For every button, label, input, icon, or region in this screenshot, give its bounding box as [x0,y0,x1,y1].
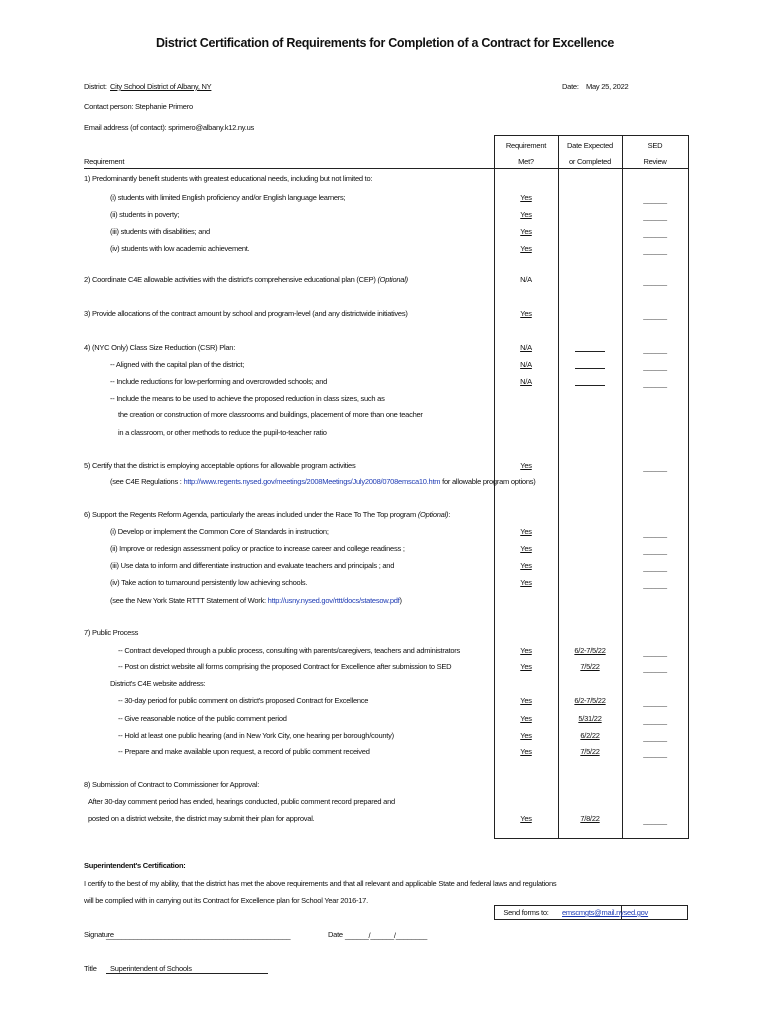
row-text: 5) Certify that the district is employing acceptable options for allowable program activities [84,461,356,470]
row-text: posted on a district website, the district may submit their plan for approval. [88,814,315,823]
table-top-border [494,135,688,136]
met-value: Yes [520,714,532,723]
review-blank: ______ [643,546,667,555]
met-value: Yes [520,696,532,705]
contact-email: Email address (of contact): sprimero@albany.k12.ny.us [84,123,254,132]
date-blank-line [575,351,605,352]
review-blank: ______ [643,345,667,354]
header-met-line2: Met? [518,157,534,166]
date-value: 6/2-7/5/22 [574,646,606,655]
met-value: Yes [520,578,532,587]
date-blank-line [575,368,605,369]
met-value: Yes [520,309,532,318]
review-blank: ______ [643,664,667,673]
header-date-line1: Date Expected [567,141,613,150]
review-blank: ______ [643,229,667,238]
review-blank: ______ [643,212,667,221]
row-text: -- Post on district website all forms comprising the proposed Contract for Excellence after submission to SED [118,662,452,671]
row-text: (i) students with limited English proficiency and/or English language learners; [110,193,346,202]
date-value: 7/5/22 [580,662,600,671]
date-value: 5/31/22 [578,714,602,723]
row-text: (see C4E Regulations : http://www.regents.nysed.gov/meetings/2008Meetings/July2008/0708emsca10.htm for allowable program options) [110,477,536,486]
review-blank: ______ [643,246,667,255]
signature-field[interactable]: _______________________________________________ [106,931,291,940]
review-blank: ______ [643,733,667,742]
title-underline [106,973,268,974]
row-text: -- Include the means to be used to achieve the proposed reduction in class sizes, such as [110,394,385,403]
row-text: 8) Submission of Contract to Commissioner for Approval: [84,780,260,789]
date-value: 6/2/22 [580,731,600,740]
header-requirement: Requirement [84,157,125,166]
review-blank: ______ [643,698,667,707]
review-blank: ______ [643,563,667,572]
row-text: -- Prepare and make available upon request, a record of public comment received [118,747,370,756]
review-blank: ______ [643,580,667,589]
review-blank: ______ [643,749,667,758]
met-value: N/A [520,275,532,284]
met-value: Yes [520,646,532,655]
header-review-line1: SED [647,141,663,150]
met-value: N/A [520,343,532,352]
review-blank: ______ [643,277,667,286]
row-text: (iii) students with disabilities; and [110,227,210,236]
header-date-line2: or Completed [568,157,612,166]
send-forms-label: Send forms to: [503,908,549,917]
certification-text-line1: I certify to the best of my ability, that the district has met the above requirements and that all relevant and applicable State and federal laws and regulations [84,879,557,888]
met-value: Yes [520,731,532,740]
signature-label: Signature [84,930,114,939]
title-value: Superintendent of Schools [110,964,192,973]
signature-date-label: Date [328,930,343,939]
column-divider [688,135,689,839]
send-forms-email-link[interactable]: emscmgts@mail.nysed.gov [562,908,649,917]
met-value: Yes [520,227,532,236]
row-text: -- Hold at least one public hearing (and in New York City, one hearing per borough/county) [118,731,394,740]
review-blank: ______ [643,648,667,657]
review-blank: ______ [643,195,667,204]
row-text: -- 30-day period for public comment on district's proposed Contract for Excellence [118,696,369,705]
row-text: -- Contract developed through a public process, consulting with parents/caregivers, teachers and administrators [118,646,461,655]
met-value: Yes [520,814,532,823]
met-value: Yes [520,662,532,671]
row-text: 1) Predominantly benefit students with greatest educational needs, including but not limited to: [84,174,373,183]
date-label: Date: [562,82,579,91]
c4e-regulations-link[interactable]: http://www.regents.nysed.gov/meetings/2008Meetings/July2008/0708emsca10.htm [183,477,441,486]
date-value: 6/2-7/5/22 [574,696,606,705]
met-value: N/A [520,377,532,386]
review-blank: ______ [643,816,667,825]
review-blank: ______ [643,463,667,472]
met-value: N/A [520,360,532,369]
row-text: 3) Provide allocations of the contract amount by school and program-level (and any districtwide initiatives) [84,309,408,318]
met-value: Yes [520,747,532,756]
row-text: (iv) students with low academic achievement. [110,244,250,253]
row-text: 4) (NYC Only) Class Size Reduction (CSR) Plan: [84,343,236,352]
district-label: District: [84,82,107,91]
row-text: 7) Public Process [84,628,139,637]
review-blank: ______ [643,716,667,725]
review-blank: ______ [643,362,667,371]
row-text: (i) Develop or implement the Common Core of Standards in instruction; [110,527,329,536]
row-text: (ii) Improve or redesign assessment policy or practice to increase career and college readiness ; [110,544,405,553]
date-value: 7/5/22 [580,747,600,756]
rttt-statement-link[interactable]: http://usny.nysed.gov/rttt/docs/statesow.pdf [267,596,400,605]
row-text: the creation or construction of more classrooms and buildings, placement of more than one teacher [118,410,423,419]
form-title: District Certification of Requirements for Completion of a Contract for Excellence [155,36,615,50]
superintendent-heading: Superintendent's Certification: [84,861,186,870]
date-value: 7/8/22 [580,814,600,823]
row-text: -- Aligned with the capital plan of the district; [110,360,245,369]
met-value: Yes [520,527,532,536]
row-text: -- Include reductions for low-performing and overcrowded schools; and [110,377,328,386]
row-text: in a classroom, or other methods to reduce the pupil-to-teacher ratio [118,428,327,437]
district-value: City School District of Albany, NY [110,82,212,91]
certification-text-line2: will be complied with in carrying out its Contract for Excellence plan for School Year 2016-17. [84,896,368,905]
header-met-line1: Requirement [505,141,547,150]
row-text: (see the New York State RTTT Statement of Work: http://usny.nysed.gov/rttt/docs/statesow.pdf) [110,596,402,605]
met-value: Yes [520,210,532,219]
row-text: (iv) Take action to turnaround persistently low achieving schools. [110,578,308,587]
date-blank-line [575,385,605,386]
met-value: Yes [520,461,532,470]
review-blank: ______ [643,529,667,538]
met-value: Yes [520,193,532,202]
row-text: -- Give reasonable notice of the public comment period [118,714,287,723]
review-blank: ______ [643,311,667,320]
date-value: May 25, 2022 [586,82,629,91]
met-value: Yes [520,244,532,253]
row-text: 2) Coordinate C4E allowable activities with the district's comprehensive educational plan (CEP) (Optional) [84,275,408,284]
review-blank: ______ [643,379,667,388]
contact-person: Contact person: Stephanie Primero [84,102,193,111]
row-text: After 30-day comment period has ended, hearings conducted, public comment record prepared and [88,797,395,806]
row-text: (iii) Use data to inform and differentiate instruction and evaluate teachers and principals ; and [110,561,395,570]
met-value: Yes [520,561,532,570]
header-divider [84,168,688,169]
signature-date-field[interactable]: ______/______/________ [345,931,428,940]
row-text: District's C4E website address: [110,679,206,688]
row-text: 6) Support the Regents Reform Agenda, particularly the areas included under the Race To The Top program (Optional): [84,510,451,519]
met-value: Yes [520,544,532,553]
table-bottom-border [494,838,688,839]
title-label: Title [84,964,97,973]
header-review-line2: Review [643,157,667,166]
row-text: (ii) students in poverty; [110,210,180,219]
